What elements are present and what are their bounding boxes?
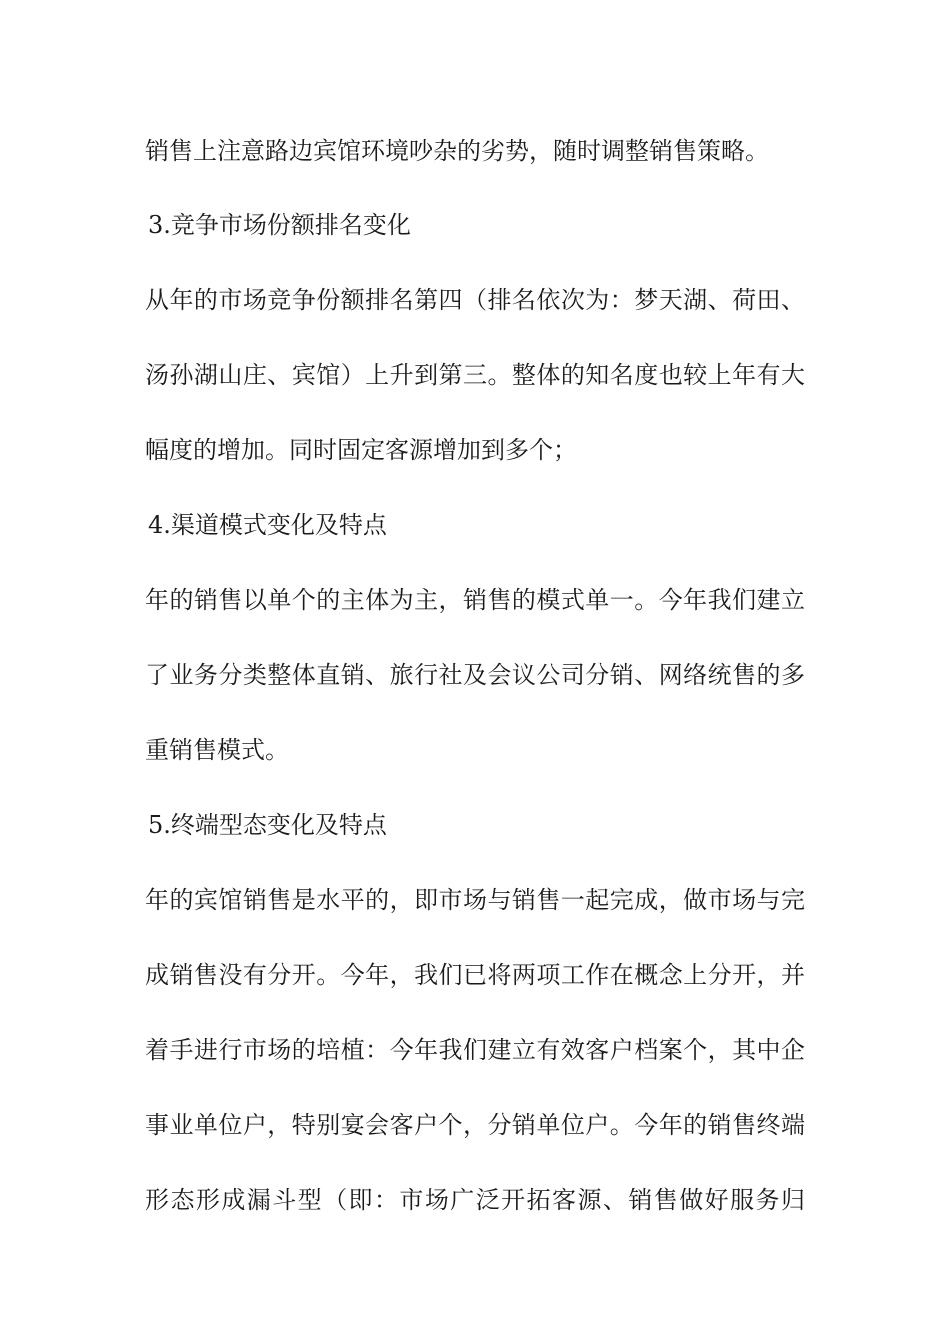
paragraph-line: 年的宾馆销售是水平的，即市场与销售一起完成，做市场与完: [145, 886, 805, 914]
paragraph-line: 幅度的增加。同时固定客源增加到多个；: [145, 436, 577, 464]
paragraph-line: 重销售模式。: [145, 736, 289, 764]
paragraph-line: 年的销售以单个的主体为主，销售的模式单一。今年我们建立: [145, 586, 805, 614]
paragraph-line: 从年的市场竞争份额排名第四（排名依次为：梦天湖、荷田、: [145, 286, 805, 314]
paragraph-line: 销售上注意路边宾馆环境吵杂的劣势，随时调整销售策略。: [145, 137, 769, 165]
paragraph-line: 成销售没有分开。今年，我们已将两项工作在概念上分开，并: [145, 961, 805, 989]
paragraph-line: 汤孙湖山庄、宾馆）上升到第三。整体的知名度也较上年有大: [145, 361, 805, 389]
paragraph-line: 了业务分类整体直销、旅行社及会议公司分销、网络统售的多: [145, 661, 805, 689]
paragraph-line: 着手进行市场的培植：今年我们建立有效客户档案个，其中企: [145, 1036, 805, 1064]
section-heading-4: 4.渠道模式变化及特点: [148, 511, 387, 539]
paragraph-line: 形态形成漏斗型（即：市场广泛开拓客源、销售做好服务归: [145, 1186, 805, 1214]
paragraph-line: 事业单位户，特别宴会客户个，分销单位户。今年的销售终端: [145, 1111, 805, 1139]
section-heading-5: 5.终端型态变化及特点: [148, 811, 387, 839]
section-heading-3: 3.竞争市场份额排名变化: [148, 211, 411, 239]
